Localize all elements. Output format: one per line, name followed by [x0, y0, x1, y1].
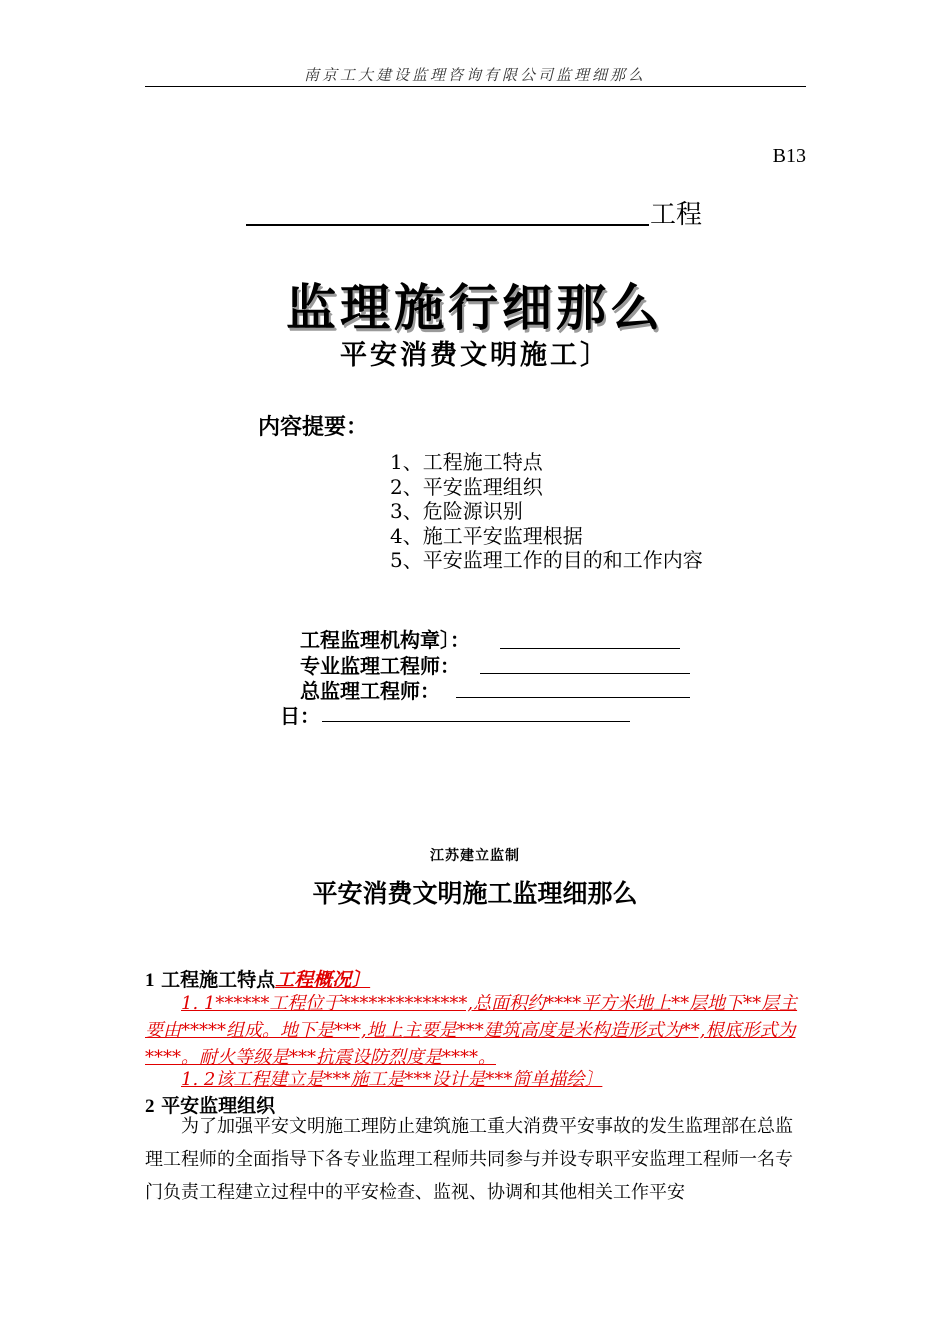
- org-seal-label: 工程监理机构章〕：: [300, 628, 470, 652]
- project-label: 工程: [650, 200, 703, 230]
- chief-engineer-label: 总监理工程师：: [300, 679, 440, 703]
- form-code: B13: [772, 145, 806, 167]
- section-2-paragraph: 为了加强平安文明施工理防止建筑施工重大消费平安事故的发生监理部在总监理工程师的全面指导下各专业监理工程师共同参与并设专职平安监理工程师一名专门负责工程建立过程中的平安检查、监视、协调和其他相关工作平安: [145, 1116, 793, 1203]
- org-seal-blank: [500, 648, 680, 649]
- date-label: 日：: [280, 704, 320, 728]
- cover-subtitle: 平安消费文明施工〕: [340, 340, 610, 371]
- toc-item: 5、平安监理工作的目的和工作内容: [390, 548, 703, 572]
- issuer-label: 江苏建立监制: [430, 848, 520, 864]
- header-divider: [145, 86, 806, 87]
- section-1-paragraph-2: 1. 2该工程建立是***施工是***设计是***简单描绘〕: [181, 1069, 603, 1090]
- date-blank: [322, 721, 630, 722]
- document-title: 平安消费文明施工监理细那么: [312, 879, 638, 908]
- toc-item: 4、施工平安监理根据: [390, 523, 583, 548]
- toc-item: 3、危险源识别: [390, 499, 523, 523]
- toc-list: [390, 450, 703, 573]
- toc-heading: 内容提要：: [258, 415, 369, 440]
- section-number: 2: [145, 1096, 155, 1117]
- toc-item: 1、工程施工特点: [390, 450, 543, 474]
- chief-engineer-blank: [456, 697, 690, 698]
- section-title: 工程施工特点: [161, 969, 276, 991]
- engineer-blank: [480, 673, 690, 674]
- section-number: 1: [145, 970, 155, 991]
- toc-item: 2、平安监理组织: [390, 474, 543, 499]
- cover-title: 监理施行细那么: [286, 279, 664, 337]
- section-link[interactable]: 工程概况〕: [275, 969, 371, 991]
- page-header: 南京工大建设监理咨询有限公司监理细那么: [303, 66, 646, 84]
- section-1-heading: [145, 965, 370, 992]
- section-title: 平安监理组织: [161, 1095, 276, 1117]
- project-name-blank: [246, 224, 649, 226]
- engineer-label: 专业监理工程师：: [300, 654, 460, 678]
- section-1-paragraph-1: 1. 1******工程位于**************,总面积约****平方米地上**层地下**层主要由*****组成。地下是***,地上主要是***建筑高度是米构造形式为**,根底形式为****。耐火等级是***抗震设防烈度是****。: [145, 993, 798, 1068]
